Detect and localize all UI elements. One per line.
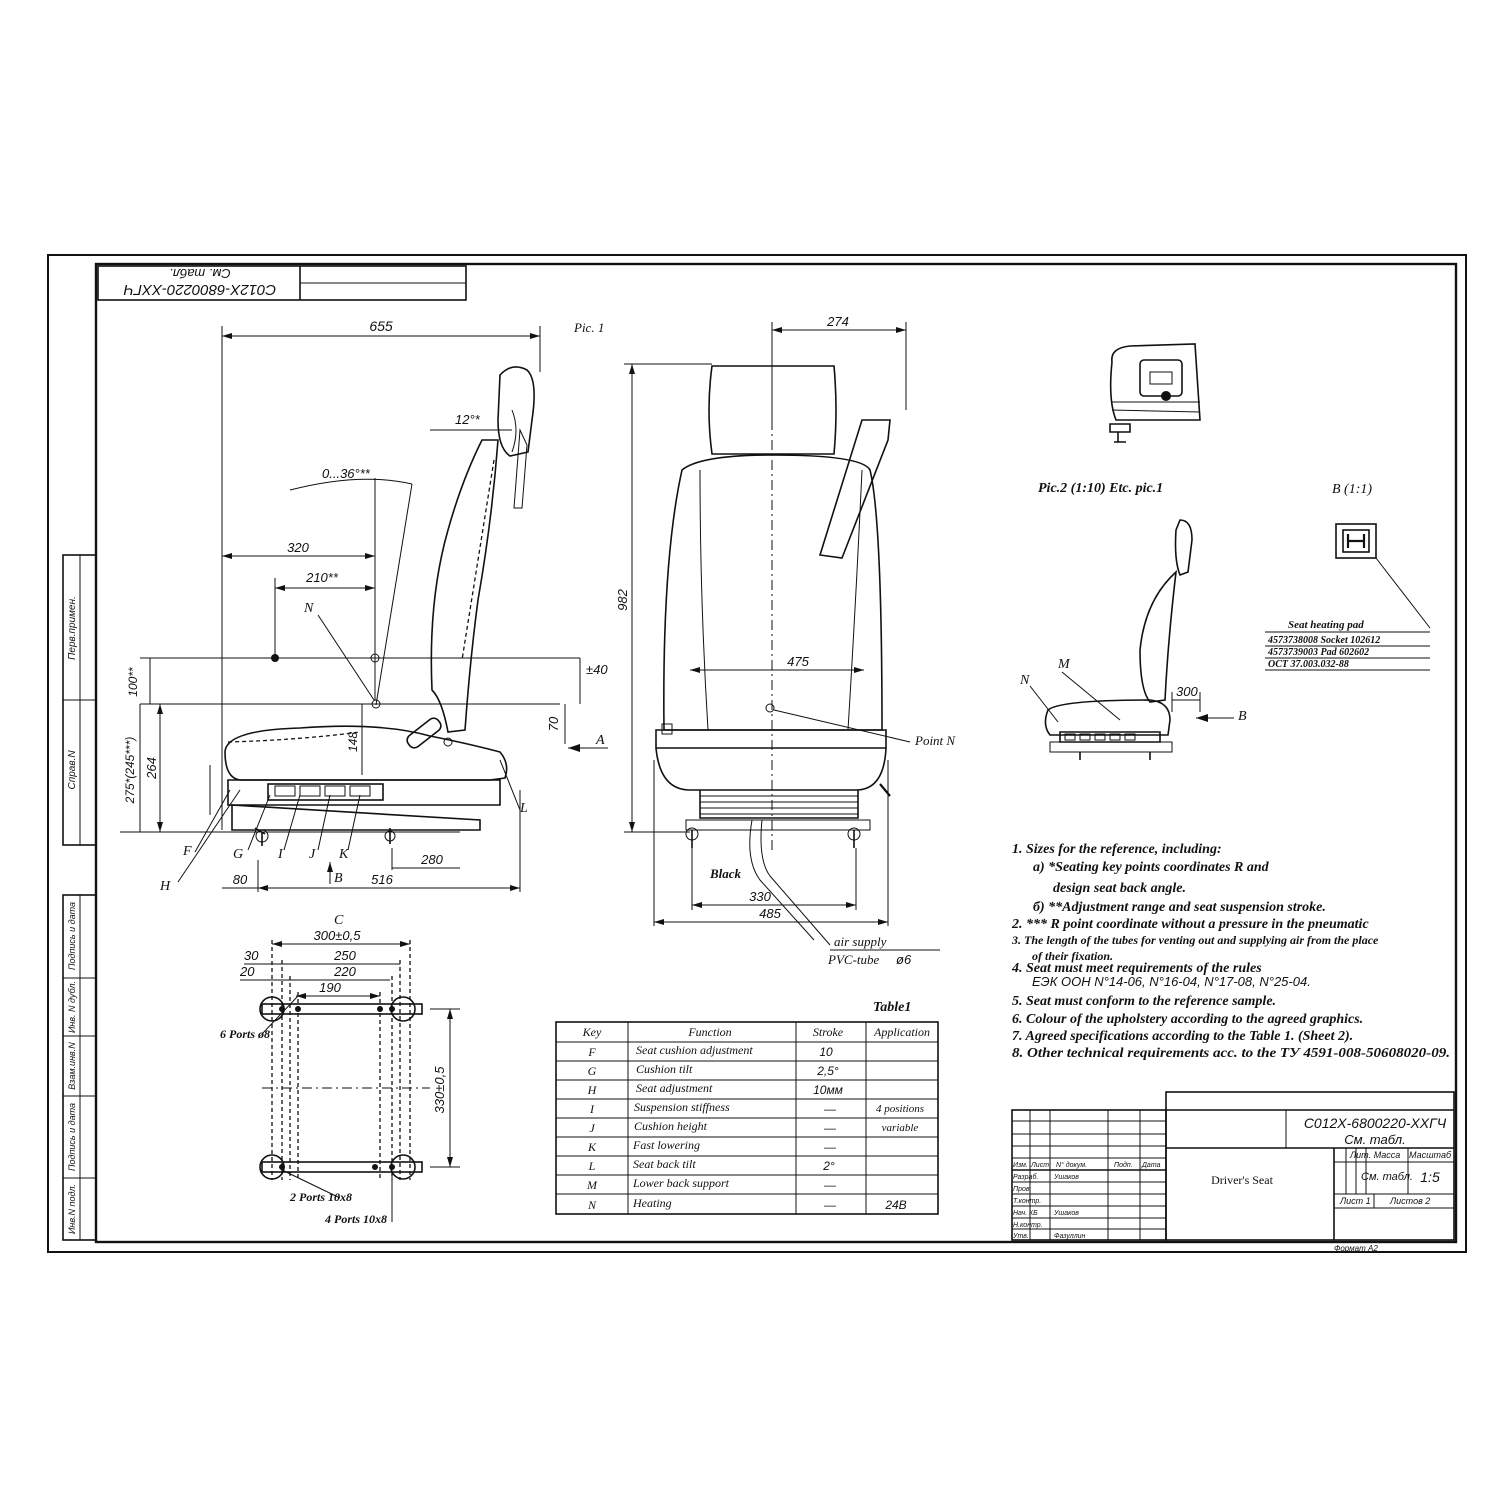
- title-block: [1012, 1092, 1454, 1253]
- dim-475: 475: [787, 654, 809, 669]
- side-label-1: Перв.примен.: [67, 596, 78, 660]
- scale-header: Масштаб: [1408, 1150, 1452, 1160]
- pic1-title: Pic. 1: [574, 320, 605, 335]
- note-line: 1. Sizes for the reference, including:: [1012, 842, 1222, 857]
- table1-row: [588, 1157, 835, 1173]
- dim-275: 275*(245***): [123, 736, 137, 804]
- lit-header: Лит.: [1350, 1150, 1372, 1160]
- dim-0-36: 0...36°**: [322, 466, 370, 481]
- sheet-number: Лист 1: [1340, 1196, 1371, 1206]
- dim-274: 274: [827, 314, 849, 329]
- table1-cell: H: [587, 1083, 597, 1097]
- table1-cell: 2,5°: [817, 1064, 839, 1078]
- label-g: G: [233, 847, 244, 862]
- table1-header-application: Application: [874, 1025, 930, 1039]
- table1-row: [586, 1176, 837, 1192]
- dim-516: 516: [371, 872, 393, 887]
- note-line: design seat back angle.: [1053, 881, 1186, 896]
- dim-100: 100**: [126, 667, 140, 697]
- note-line: 7. Agreed specifications according to the Table 1. (Sheet 2).: [1012, 1029, 1354, 1044]
- dim-982: 982: [615, 589, 630, 611]
- heating-pad-title: Seat heating pad: [1288, 619, 1364, 631]
- dim-320: 320: [287, 540, 309, 555]
- heating-pad-row-1: 4573738008 Socket 102612: [1268, 635, 1381, 646]
- table1-cell: Cushion height: [634, 1119, 708, 1133]
- note-line: 6. Colour of the upholstery according to the agreed graphics.: [1012, 1012, 1364, 1027]
- table1-cell: —: [824, 1198, 836, 1212]
- table1-cell: —: [824, 1121, 836, 1135]
- role-head: Нач. КБ: [1013, 1210, 1038, 1217]
- dim-70: 70: [546, 716, 561, 732]
- table1-header-key: Key: [582, 1025, 602, 1039]
- pic2-label-n: N: [1020, 673, 1030, 688]
- table1-cell: Lower back support: [633, 1176, 729, 1190]
- dim-485: 485: [759, 906, 781, 921]
- table1-cell: G: [587, 1064, 597, 1078]
- col-head-date: Дата: [1142, 1162, 1161, 1169]
- sheet-count: Листов 2: [1390, 1196, 1431, 1206]
- dim-plusminus40: ±40: [586, 662, 608, 677]
- view-c-dim-20: 20: [240, 964, 255, 979]
- table1-cell: Seat cushion adjustment: [636, 1043, 753, 1057]
- person-head: Ушаков: [1054, 1210, 1079, 1217]
- pic2-drawing: [1019, 344, 1247, 760]
- side-label-5: Взам.инв.N: [67, 1042, 77, 1090]
- side-view-drawing: [120, 318, 608, 894]
- side-label-3: Подпись и дата: [67, 901, 77, 971]
- table1-cell: J: [589, 1121, 595, 1135]
- pvc-diameter: ø6: [896, 952, 912, 967]
- col-head-sign: Подп.: [1114, 1162, 1133, 1169]
- dim-264: 264: [144, 757, 159, 779]
- pic2-label-b: B: [1238, 709, 1247, 724]
- table1: [556, 1000, 938, 1214]
- table1-cell: I: [590, 1102, 594, 1116]
- view-c-dim-330: 330±0,5: [432, 1066, 447, 1114]
- role-norm-control: Н.контр.: [1013, 1222, 1043, 1229]
- table1-row: [587, 1196, 907, 1212]
- air-supply-label: air supply: [834, 934, 887, 949]
- label-b-arrow: B: [334, 871, 343, 886]
- side-strip: [63, 555, 96, 1240]
- sheet-frame: [48, 255, 1466, 1252]
- table1-cell: M: [587, 1178, 597, 1192]
- table1-cell: Seat back tilt: [633, 1157, 696, 1171]
- dim-80: 80: [232, 872, 248, 887]
- detail-b-title: B (1:1): [1332, 482, 1373, 497]
- table1-cell: —: [824, 1102, 836, 1116]
- table1-cell: —: [824, 1178, 836, 1192]
- table1-cell: 4 positions: [876, 1103, 924, 1115]
- side-label-7: Инв.N подл.: [67, 1183, 77, 1235]
- view-c-dim-300: 300±0,5: [313, 928, 361, 943]
- person-approved: Фазуллин: [1054, 1233, 1086, 1240]
- table1-cell: K: [587, 1140, 597, 1154]
- detail-b: [1265, 482, 1430, 670]
- table1-cell: L: [588, 1159, 596, 1173]
- ports-2-label: 2 Ports 10x8: [290, 1190, 353, 1204]
- table1-cell: F: [588, 1045, 596, 1059]
- label-f: F: [183, 844, 192, 859]
- pic2-dim-300: 300: [1176, 684, 1198, 699]
- role-approved: Утв.: [1013, 1233, 1029, 1240]
- pvc-tube-label: PVC-tube: [828, 952, 880, 967]
- side-label-2: Справ.N: [67, 750, 78, 790]
- table1-caption: Table1: [873, 1000, 912, 1015]
- note-line: 3. The length of the tubes for venting out and supplying air from the place: [1012, 933, 1379, 947]
- table1-cell: N: [587, 1198, 597, 1212]
- front-view-drawing: [615, 314, 956, 967]
- note-line: 4. Seat must meet requirements of the rules: [1012, 961, 1262, 976]
- table1-cell: Cushion tilt: [636, 1062, 693, 1076]
- dim-12deg: 12°*: [455, 412, 480, 427]
- table1-cell: Heating: [633, 1196, 672, 1210]
- role-developer: Разраб.: [1013, 1174, 1039, 1181]
- dim-655: 655: [369, 318, 393, 334]
- col-head-sheet: Лист: [1031, 1162, 1050, 1169]
- table1-cell: 2°: [823, 1159, 835, 1173]
- dim-210: 210**: [306, 570, 338, 585]
- note-line: ЕЭК ООН N°14-06, N°16-04, N°17-08, N°25-04.: [1032, 974, 1311, 989]
- table1-cell: 24В: [885, 1198, 907, 1212]
- technical-notes: [1011, 842, 1450, 1061]
- label-l: L: [520, 801, 528, 816]
- pic2-label-m: M: [1058, 657, 1070, 672]
- black-label: Black: [710, 866, 742, 881]
- view-c-drawing: [220, 913, 460, 1226]
- table1-row: [587, 1081, 843, 1097]
- table1-cell: Seat adjustment: [636, 1081, 713, 1095]
- mass-value: См. табл.: [1361, 1171, 1413, 1183]
- document-name: Driver's Seat: [1211, 1173, 1273, 1187]
- ports-6-label: 6 Ports ø8: [220, 1027, 271, 1041]
- table1-row: [589, 1119, 918, 1135]
- side-label-4: Инв. N дубл.: [67, 980, 77, 1034]
- dim-330: 330: [749, 889, 771, 904]
- title-code: С012Х-6800220-ХХГЧ: [1303, 1115, 1447, 1131]
- col-head-change: Изм.: [1013, 1162, 1028, 1169]
- table1-row: [589, 1100, 924, 1116]
- view-c-dim-250: 250: [334, 948, 356, 963]
- table1-cell: 10: [819, 1045, 833, 1059]
- table1-cell: 10мм: [813, 1083, 843, 1097]
- mass-header: Масса: [1373, 1150, 1401, 1160]
- table1-cell: variable: [881, 1122, 919, 1134]
- top-stamp-code: С012Х-6800220-ХХГЧ: [123, 281, 277, 298]
- table1-row: [587, 1138, 837, 1154]
- view-c-dim-190: 190: [319, 980, 341, 995]
- note-line: 8. Other technical requirements acc. to the ТУ 4591-008-50608020-09.: [1012, 1046, 1450, 1061]
- pic2-caption: Pic.2 (1:10) Etc. pic.1: [1038, 481, 1164, 496]
- table1-cell: —: [824, 1140, 836, 1154]
- dim-280: 280: [421, 852, 443, 867]
- label-h: H: [160, 879, 171, 894]
- view-c-dim-30: 30: [244, 948, 259, 963]
- heating-pad-row-2: 4573739003 Pad 602602: [1268, 647, 1370, 658]
- heating-pad-row-3: ОСТ 37.003.032-88: [1268, 659, 1349, 670]
- label-j: J: [309, 847, 316, 862]
- person-developer: Ушаков: [1054, 1174, 1079, 1181]
- ports-4-label: 4 Ports 10x8: [325, 1212, 388, 1226]
- col-head-doc: N° докум.: [1056, 1162, 1088, 1169]
- format-label: Формат А2: [1334, 1244, 1378, 1253]
- scale-value: 1:5: [1420, 1169, 1440, 1185]
- side-label-6: Подпись и дата: [67, 1102, 77, 1172]
- point-n-label: Point N: [915, 733, 956, 748]
- table1-row: [588, 1062, 839, 1078]
- title-sub: См. табл.: [1344, 1132, 1406, 1147]
- note-line: а) *Seating key points coordinates R and: [1033, 860, 1269, 875]
- note-line: of their fixation.: [1032, 949, 1114, 963]
- dim-148: 148: [346, 731, 360, 753]
- label-n-side: N: [304, 601, 314, 616]
- role-checker: Пров.: [1013, 1186, 1032, 1193]
- note-line: 2. *** R point coordinate without a pressure in the pneumatic: [1012, 917, 1369, 932]
- table1-header-stroke: Stroke: [812, 1025, 844, 1039]
- note-line: 5. Seat must conform to the reference sample.: [1012, 994, 1277, 1009]
- view-c-title: C: [334, 913, 344, 928]
- label-a: A: [596, 733, 605, 748]
- role-tech-control: Т.контр.: [1013, 1198, 1042, 1205]
- table1-cell: Suspension stiffness: [634, 1100, 730, 1114]
- note-line: б) **Adjustment range and seat suspension stroke.: [1033, 900, 1326, 915]
- label-k: K: [339, 847, 349, 862]
- top-stamp-sub: См. табл.: [169, 266, 231, 281]
- table1-header-function: Function: [688, 1025, 732, 1039]
- table1-cell: Fast lowering: [633, 1138, 701, 1152]
- label-i: I: [278, 847, 283, 862]
- top-stamp: [98, 266, 466, 300]
- view-c-dim-220: 220: [334, 964, 356, 979]
